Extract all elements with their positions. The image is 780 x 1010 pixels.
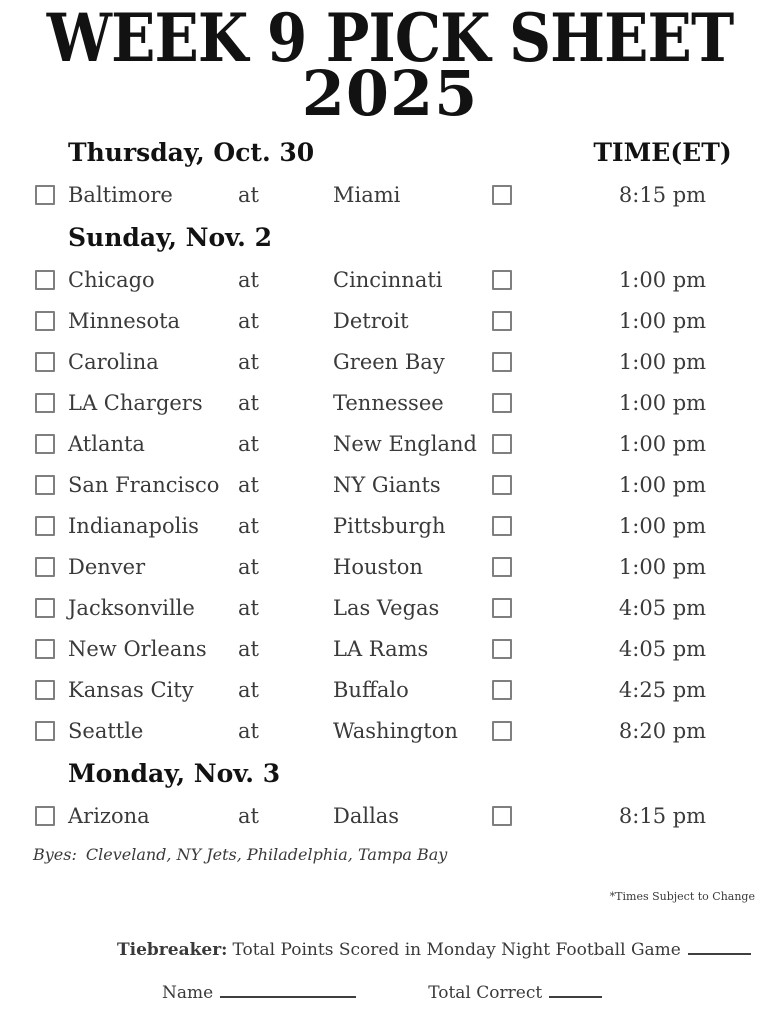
game-time: 1:00 pm — [618, 390, 707, 415]
home-pick-checkbox[interactable] — [492, 434, 512, 454]
away-team-label: Minnesota — [68, 308, 181, 333]
game-row — [0, 795, 780, 836]
away-team-label: Denver — [68, 554, 146, 579]
name-label: Name — [162, 983, 214, 1003]
away-team-label: LA Chargers — [68, 390, 203, 415]
at-label: at — [238, 472, 259, 497]
page-title-line1: WEEK 9 PICK SHEET — [46, 0, 734, 77]
home-pick-checkbox[interactable] — [492, 393, 512, 413]
home-team-label: Dallas — [333, 803, 400, 828]
tiebreaker-row — [0, 940, 780, 960]
game-time: 4:05 pm — [618, 636, 707, 661]
section-header: Monday, Nov. 3 — [68, 758, 281, 788]
section-header-row — [0, 751, 780, 795]
away-team-label: New Orleans — [68, 636, 207, 661]
away-pick-checkbox[interactable] — [35, 516, 55, 536]
section-header-row — [0, 130, 780, 174]
game-time: 8:15 pm — [618, 182, 707, 207]
game-row — [0, 710, 780, 751]
home-team-label: Tennessee — [333, 390, 444, 415]
home-team-label: Detroit — [333, 308, 409, 333]
game-time: 1:00 pm — [618, 554, 707, 579]
at-label: at — [238, 431, 259, 456]
game-time: 8:15 pm — [618, 803, 707, 828]
game-row — [0, 174, 780, 215]
at-label: at — [238, 636, 259, 661]
away-pick-checkbox[interactable] — [35, 680, 55, 700]
home-pick-checkbox[interactable] — [492, 721, 512, 741]
game-row — [0, 587, 780, 628]
away-team-label: Indianapolis — [68, 513, 199, 538]
away-pick-checkbox[interactable] — [35, 639, 55, 659]
away-pick-checkbox[interactable] — [35, 393, 55, 413]
tiebreaker-blank[interactable] — [688, 941, 751, 955]
game-row — [0, 546, 780, 587]
home-team-label: New England — [333, 431, 477, 456]
home-pick-checkbox[interactable] — [492, 557, 512, 577]
home-pick-checkbox[interactable] — [492, 639, 512, 659]
away-pick-checkbox[interactable] — [35, 311, 55, 331]
signature-row — [0, 983, 780, 1003]
total-correct-label: Total Correct — [428, 983, 543, 1003]
away-pick-checkbox[interactable] — [35, 598, 55, 618]
section-header: Sunday, Nov. 2 — [68, 222, 272, 252]
at-label: at — [238, 513, 259, 538]
home-pick-checkbox[interactable] — [492, 475, 512, 495]
at-label: at — [238, 554, 259, 579]
home-team-label: Green Bay — [333, 349, 445, 374]
home-pick-checkbox[interactable] — [492, 806, 512, 826]
away-team-label: Jacksonville — [68, 595, 195, 620]
schedule — [0, 130, 780, 836]
away-team-label: Baltimore — [68, 182, 173, 207]
game-row — [0, 300, 780, 341]
game-time: 8:20 pm — [618, 718, 707, 743]
tiebreaker-label: Tiebreaker: — [117, 940, 228, 960]
away-pick-checkbox[interactable] — [35, 270, 55, 290]
time-column-header: TIME(ET) — [593, 137, 732, 167]
home-pick-checkbox[interactable] — [492, 680, 512, 700]
game-row — [0, 259, 780, 300]
home-team-label: Houston — [333, 554, 423, 579]
home-team-label: Buffalo — [333, 677, 409, 702]
at-label: at — [238, 718, 259, 743]
away-pick-checkbox[interactable] — [35, 475, 55, 495]
game-row — [0, 382, 780, 423]
page-title-line2: 2025 — [301, 57, 479, 130]
game-row — [0, 505, 780, 546]
game-time: 1:00 pm — [618, 431, 707, 456]
section-header-row — [0, 215, 780, 259]
game-row — [0, 341, 780, 382]
home-team-label: Las Vegas — [333, 595, 440, 620]
away-pick-checkbox[interactable] — [35, 557, 55, 577]
game-time: 1:00 pm — [618, 267, 707, 292]
home-team-label: Washington — [333, 718, 458, 743]
times-footnote: *Times Subject to Change — [609, 890, 755, 903]
total-correct-blank[interactable] — [549, 984, 602, 998]
away-team-label: Arizona — [68, 803, 150, 828]
game-row — [0, 669, 780, 710]
at-label: at — [238, 308, 259, 333]
away-team-label: Atlanta — [68, 431, 145, 456]
home-team-label: Pittsburgh — [333, 513, 446, 538]
away-team-label: Seattle — [68, 718, 144, 743]
away-team-label: Carolina — [68, 349, 159, 374]
name-blank[interactable] — [220, 984, 356, 998]
away-pick-checkbox[interactable] — [35, 352, 55, 372]
game-row — [0, 423, 780, 464]
game-time: 4:05 pm — [618, 595, 707, 620]
at-label: at — [238, 390, 259, 415]
tiebreaker-text: Total Points Scored in Monday Night Football Game — [232, 940, 681, 960]
away-pick-checkbox[interactable] — [35, 806, 55, 826]
game-row — [0, 628, 780, 669]
at-label: at — [238, 803, 259, 828]
home-team-label: NY Giants — [333, 472, 441, 497]
at-label: at — [238, 267, 259, 292]
home-team-label: Miami — [333, 182, 401, 207]
away-team-label: Chicago — [68, 267, 155, 292]
game-time: 1:00 pm — [618, 513, 707, 538]
away-team-label: Kansas City — [68, 677, 194, 702]
at-label: at — [238, 677, 259, 702]
game-time: 1:00 pm — [618, 472, 707, 497]
byes-teams: Cleveland, NY Jets, Philadelphia, Tampa Bay — [85, 845, 448, 864]
game-time: 1:00 pm — [618, 308, 707, 333]
at-label: at — [238, 595, 259, 620]
away-pick-checkbox[interactable] — [35, 434, 55, 454]
page-title — [0, 0, 780, 130]
game-row — [0, 464, 780, 505]
home-team-label: Cincinnati — [333, 267, 443, 292]
home-pick-checkbox[interactable] — [492, 352, 512, 372]
home-pick-checkbox[interactable] — [492, 270, 512, 290]
home-pick-checkbox[interactable] — [492, 311, 512, 331]
byes-note — [0, 845, 780, 864]
section-header: Thursday, Oct. 30 — [68, 137, 315, 167]
byes-label: Byes: — [33, 845, 77, 864]
home-pick-checkbox[interactable] — [492, 598, 512, 618]
home-pick-checkbox[interactable] — [492, 516, 512, 536]
game-time: 1:00 pm — [618, 349, 707, 374]
away-team-label: San Francisco — [68, 472, 220, 497]
game-time: 4:25 pm — [618, 677, 707, 702]
away-pick-checkbox[interactable] — [35, 185, 55, 205]
home-team-label: LA Rams — [333, 636, 429, 661]
away-pick-checkbox[interactable] — [35, 721, 55, 741]
home-pick-checkbox[interactable] — [492, 185, 512, 205]
at-label: at — [238, 182, 259, 207]
at-label: at — [238, 349, 259, 374]
